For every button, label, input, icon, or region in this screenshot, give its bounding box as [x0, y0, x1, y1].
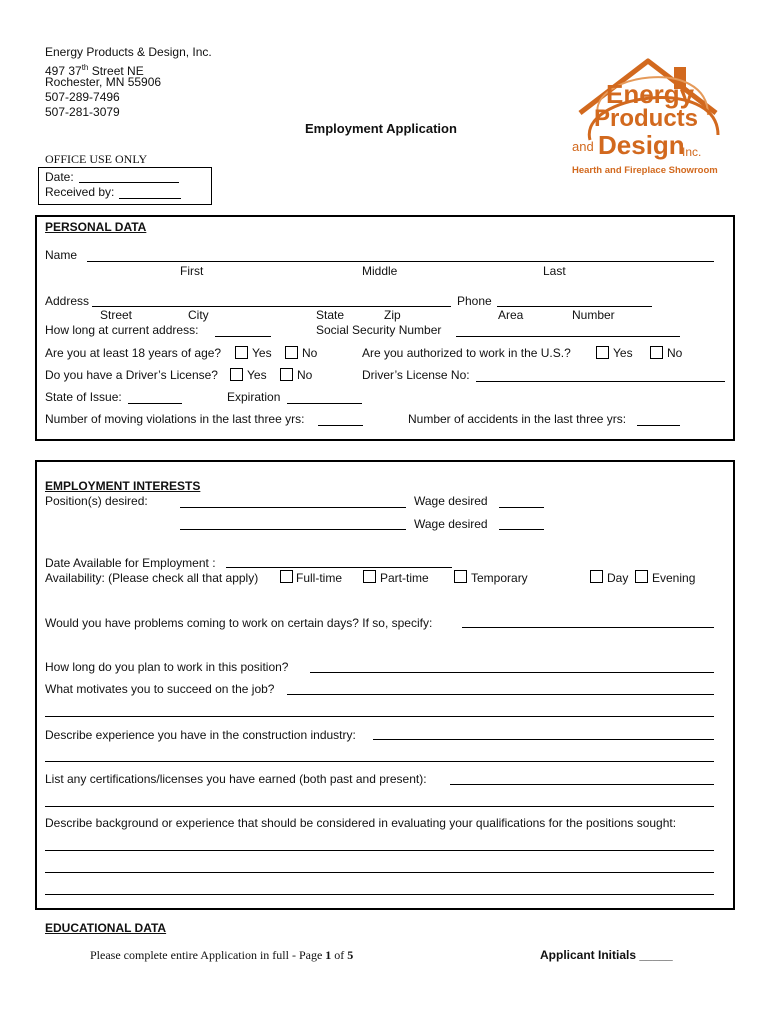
- wage-field-1[interactable]: [499, 507, 544, 508]
- company-phone-1: 507-289-7496: [45, 90, 120, 104]
- construction-field[interactable]: [373, 739, 714, 740]
- number-label: Number: [572, 308, 615, 322]
- name-field[interactable]: [87, 261, 714, 262]
- name-label: Name: [45, 248, 78, 262]
- age-no-checkbox[interactable]: [285, 346, 298, 359]
- certifications-field-2[interactable]: [45, 806, 714, 807]
- state-of-issue-label: State of Issue:: [45, 390, 122, 404]
- accidents-field[interactable]: [637, 425, 680, 426]
- last-label: Last: [543, 264, 566, 278]
- company-name: Energy Products & Design, Inc.: [45, 45, 212, 59]
- footer-text: Please complete entire Application in full - Page: [90, 948, 326, 962]
- form-title: Employment Application: [305, 121, 457, 136]
- age-yes-label: Yes: [252, 346, 272, 360]
- logo-word-products: Products: [594, 105, 699, 132]
- phone-field[interactable]: [497, 306, 652, 307]
- street-label: Street: [100, 308, 133, 322]
- license-question: Do you have a Driver’s License?: [45, 368, 218, 382]
- wage-label-2: Wage desired: [414, 517, 488, 531]
- company-phone-2: 507-281-3079: [45, 105, 120, 119]
- age-question: Are you at least 18 years of age?: [45, 346, 222, 360]
- license-no-checkbox[interactable]: [280, 368, 293, 381]
- how-long-position-question: How long do you plan to work in this position?: [45, 660, 289, 674]
- street-suffix: th: [81, 63, 89, 72]
- personal-heading: PERSONAL DATA: [45, 220, 147, 234]
- expiration-field[interactable]: [287, 403, 362, 404]
- certifications-question: List any certifications/licenses you have earned (both past and present):: [45, 772, 427, 786]
- company-address: [45, 45, 212, 120]
- employment-heading: EMPLOYMENT INTERESTS: [45, 479, 201, 493]
- phone-label: Phone: [457, 294, 492, 308]
- age-no-label: No: [302, 346, 318, 360]
- background-field-3[interactable]: [45, 894, 714, 895]
- current-page: 1: [325, 948, 332, 962]
- background-field-2[interactable]: [45, 872, 714, 873]
- logo-word-inc: Inc.: [682, 145, 702, 159]
- logo-tagline: Hearth and Fireplace Showroom: [572, 165, 718, 176]
- license-yes-label: Yes: [247, 368, 267, 382]
- problems-question: Would you have problems coming to work on certain days? If so, specify:: [45, 616, 433, 630]
- availability-label: Availability: (Please check all that apply): [45, 571, 259, 585]
- part-time-label: Part-time: [380, 571, 429, 585]
- temporary-label: Temporary: [471, 571, 528, 585]
- area-label: Area: [498, 308, 524, 322]
- full-time-label: Full-time: [296, 571, 343, 585]
- state-label: State: [316, 308, 345, 322]
- date-available-label: Date Available for Employment :: [45, 556, 216, 570]
- license-number-label: Driver’s License No:: [362, 368, 470, 382]
- logo-word-and: and: [572, 139, 594, 154]
- problems-field[interactable]: [462, 627, 714, 628]
- city-label: City: [188, 308, 209, 322]
- office-received-label: Received by:: [45, 185, 115, 199]
- license-yes-checkbox[interactable]: [230, 368, 243, 381]
- evening-checkbox[interactable]: [635, 570, 648, 583]
- ssn-label: Social Security Number: [316, 323, 442, 337]
- auth-no-label: No: [667, 346, 683, 360]
- address-label: Address: [45, 294, 90, 308]
- date-available-field[interactable]: [226, 567, 452, 568]
- company-logo: [568, 55, 728, 185]
- license-no-label: No: [297, 368, 313, 382]
- zip-label: Zip: [384, 308, 401, 322]
- full-time-checkbox[interactable]: [280, 570, 293, 583]
- middle-label: Middle: [362, 264, 398, 278]
- office-use-box: [38, 167, 212, 205]
- accidents-label: Number of accidents in the last three yrs:: [408, 412, 627, 426]
- position-field-2[interactable]: [180, 529, 406, 530]
- office-date-label: Date:: [45, 170, 74, 184]
- motivates-field[interactable]: [287, 694, 714, 695]
- license-number-field[interactable]: [476, 381, 725, 382]
- motivates-question: What motivates you to succeed on the job?: [45, 682, 275, 696]
- construction-field-2[interactable]: [45, 761, 714, 762]
- total-pages: 5: [347, 948, 354, 962]
- how-long-position-field[interactable]: [310, 672, 714, 673]
- expiration-label: Expiration: [227, 390, 281, 404]
- day-checkbox[interactable]: [590, 570, 603, 583]
- evening-label: Evening: [652, 571, 696, 585]
- office-use-label: OFFICE USE ONLY: [45, 152, 148, 166]
- auth-no-checkbox[interactable]: [650, 346, 663, 359]
- applicant-initials: Applicant Initials _____: [540, 948, 673, 962]
- certifications-field[interactable]: [450, 784, 714, 785]
- street-name: Street NE: [88, 64, 144, 78]
- how-long-address-field[interactable]: [215, 336, 271, 337]
- ssn-field[interactable]: [456, 336, 680, 337]
- age-yes-checkbox[interactable]: [235, 346, 248, 359]
- logo-word-design: Design: [598, 130, 685, 160]
- background-question: Describe background or experience that should be considered in evaluating your qualifications for the positions sought:: [45, 816, 677, 830]
- day-label: Day: [607, 571, 629, 585]
- temporary-checkbox[interactable]: [454, 570, 467, 583]
- office-received-field[interactable]: [119, 198, 181, 199]
- address-field[interactable]: [92, 306, 451, 307]
- state-of-issue-field[interactable]: [128, 403, 182, 404]
- wage-label-1: Wage desired: [414, 494, 488, 508]
- office-date-field[interactable]: [79, 182, 179, 183]
- auth-yes-checkbox[interactable]: [596, 346, 609, 359]
- education-heading: EDUCATIONAL DATA: [45, 921, 167, 935]
- position-field-1[interactable]: [180, 507, 406, 508]
- construction-question: Describe experience you have in the construction industry:: [45, 728, 356, 742]
- wage-field-2[interactable]: [499, 529, 544, 530]
- background-field-1[interactable]: [45, 850, 714, 851]
- part-time-checkbox[interactable]: [363, 570, 376, 583]
- auth-yes-label: Yes: [613, 346, 633, 360]
- page-footer: [90, 948, 353, 963]
- violations-field[interactable]: [318, 425, 363, 426]
- first-label: First: [180, 264, 204, 278]
- violations-label: Number of moving violations in the last three yrs:: [45, 412, 305, 426]
- footer-of: of: [331, 948, 348, 962]
- company-street: [45, 60, 212, 78]
- positions-label: Position(s) desired:: [45, 494, 148, 508]
- motivates-field-2[interactable]: [45, 716, 714, 717]
- how-long-address-label: How long at current address:: [45, 323, 199, 337]
- logo-word-energy: Energy: [606, 79, 695, 109]
- company-city: Rochester, MN 55906: [45, 75, 162, 89]
- street-number: 497 37: [45, 64, 82, 78]
- work-auth-question: Are you authorized to work in the U.S.?: [362, 346, 571, 360]
